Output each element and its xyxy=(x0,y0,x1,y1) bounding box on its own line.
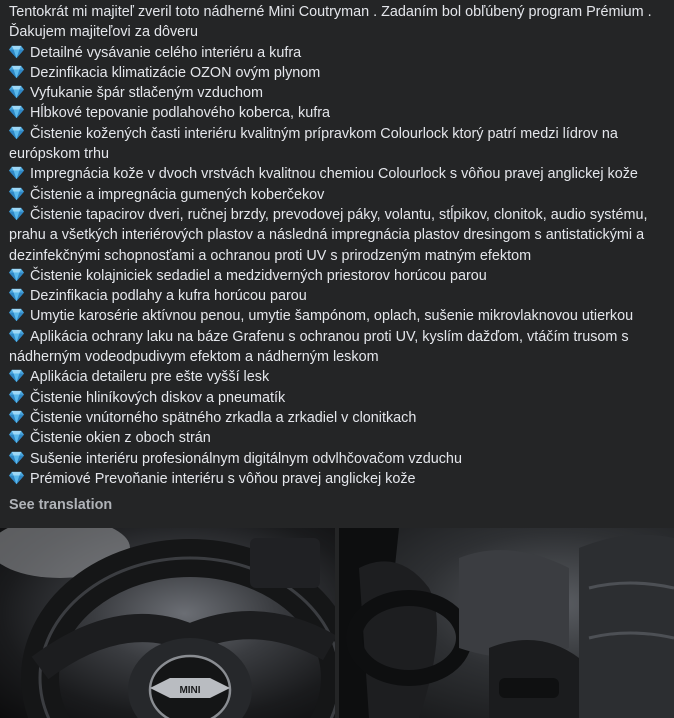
seats-illustration xyxy=(339,528,674,718)
service-item-label: Dezinfikacia klimatizácie OZON ovým plynom xyxy=(30,64,321,81)
gem-stone-icon xyxy=(9,389,24,404)
service-item-label: Umytie karosérie aktívnou penou, umytie šampónom, oplach, sušenie mikrovlaknovou utierkou xyxy=(30,308,634,325)
gem-stone-icon xyxy=(9,165,24,180)
post-text xyxy=(9,2,669,489)
service-list-item xyxy=(9,83,669,103)
gem-stone-icon xyxy=(9,287,24,302)
steering-wheel-illustration xyxy=(0,528,335,718)
photo-steering-wheel[interactable] xyxy=(0,528,335,718)
service-item-label: Vyfukanie špár stlačeným vzduchom xyxy=(30,85,264,102)
gem-stone-icon xyxy=(9,125,24,140)
service-list-item xyxy=(9,164,669,184)
post-intro: Tentokrát mi majiteľ zveril toto nádherné Mini Coutryman . Zadaním bol obľúbený program Prémium . Ďakujem majiteľovi za dôveru xyxy=(9,4,652,41)
gem-stone-icon xyxy=(9,104,24,119)
service-list-item xyxy=(9,469,669,489)
service-list-item xyxy=(9,449,669,469)
service-item-label: Impregnácia kože v dvoch vrstvách kvalitnou chemiou Colourlock s vôňou pravej anglickej kože xyxy=(30,166,638,183)
gem-stone-icon xyxy=(9,64,24,79)
service-item-label: Hĺbkové tepovanie podlahového koberca, kufra xyxy=(30,105,331,122)
gem-stone-icon xyxy=(9,328,24,343)
service-list-item xyxy=(9,428,669,448)
gem-stone-icon xyxy=(9,450,24,465)
service-item-label: Dezinfikacia podlahy a kufra horúcou parou xyxy=(30,288,307,305)
service-list-item xyxy=(9,286,669,306)
service-list-item xyxy=(9,327,669,368)
mini-logo-text: MINI xyxy=(179,685,201,696)
photo-grid xyxy=(0,528,674,718)
service-item-label: Čistenie kolajniciek sedadiel a medzidverných priestorov horúcou parou xyxy=(30,267,487,284)
service-item-label: Čistenie hliníkových diskov a pneumatík xyxy=(30,389,286,406)
service-item-label: Detailné vysávanie celého interiéru a kufra xyxy=(30,44,302,61)
gem-stone-icon xyxy=(9,307,24,322)
service-list-item xyxy=(9,266,669,286)
service-list-item xyxy=(9,43,669,63)
service-list-item xyxy=(9,367,669,387)
service-item-label: Čistenie a impregnácia gumených koberčekov xyxy=(30,186,325,203)
service-list-item xyxy=(9,205,669,266)
service-list-item xyxy=(9,63,669,83)
service-list xyxy=(9,43,669,490)
service-list-item xyxy=(9,306,669,326)
service-item-label: Sušenie interiéru profesionálnym digitálnym odvlhčovačom vzduchu xyxy=(30,450,462,467)
service-item-label: Čistenie tapacirov dveri, ručnej brzdy, prevodovej páky, volantu, stĺpikov, clonitok, audio systému, prahu a všetkých interiérových plastov a následná impregnácia plastov dresingom s antistatickými a dezinfekčnými schopnosťami a ochranou proti UV s prirodzeným matným efektom xyxy=(9,206,648,264)
service-item-label: Čistenie okien z oboch strán xyxy=(30,430,211,447)
gem-stone-icon xyxy=(9,470,24,485)
gem-stone-icon xyxy=(9,368,24,383)
service-list-item xyxy=(9,408,669,428)
service-list-item xyxy=(9,103,669,123)
gem-stone-icon xyxy=(9,44,24,59)
service-item-label: Čistenie vnútorného spätného zrkadla a zrkadiel v clonitkach xyxy=(30,409,417,426)
service-list-item xyxy=(9,185,669,205)
gem-stone-icon xyxy=(9,409,24,424)
gem-stone-icon xyxy=(9,429,24,444)
service-list-item xyxy=(9,124,669,165)
service-item-label: Aplikácia detaileru pre ešte vyšší lesk xyxy=(30,369,270,386)
gem-stone-icon xyxy=(9,206,24,221)
service-item-label: Aplikácia ochrany laku na báze Grafenu s ochranou proti UV, kyslím dažďom, vtáčím trusom s nádherným vodeodpudivym efektom a nádherným leskom xyxy=(9,328,629,366)
service-item-label: Čistenie kožených časti interiéru kvalitným prípravkom Colourlock ktorý patrí medzi lídrov na európskom trhu xyxy=(9,125,618,163)
gem-stone-icon xyxy=(9,84,24,99)
see-translation-link[interactable]: See translation xyxy=(9,497,113,513)
gem-stone-icon xyxy=(9,186,24,201)
photo-seats[interactable] xyxy=(339,528,674,718)
service-list-item xyxy=(9,388,669,408)
service-item-label: Prémiové Prevoňanie interiéru s vôňou pravej anglickej kože xyxy=(30,470,416,487)
gem-stone-icon xyxy=(9,267,24,282)
